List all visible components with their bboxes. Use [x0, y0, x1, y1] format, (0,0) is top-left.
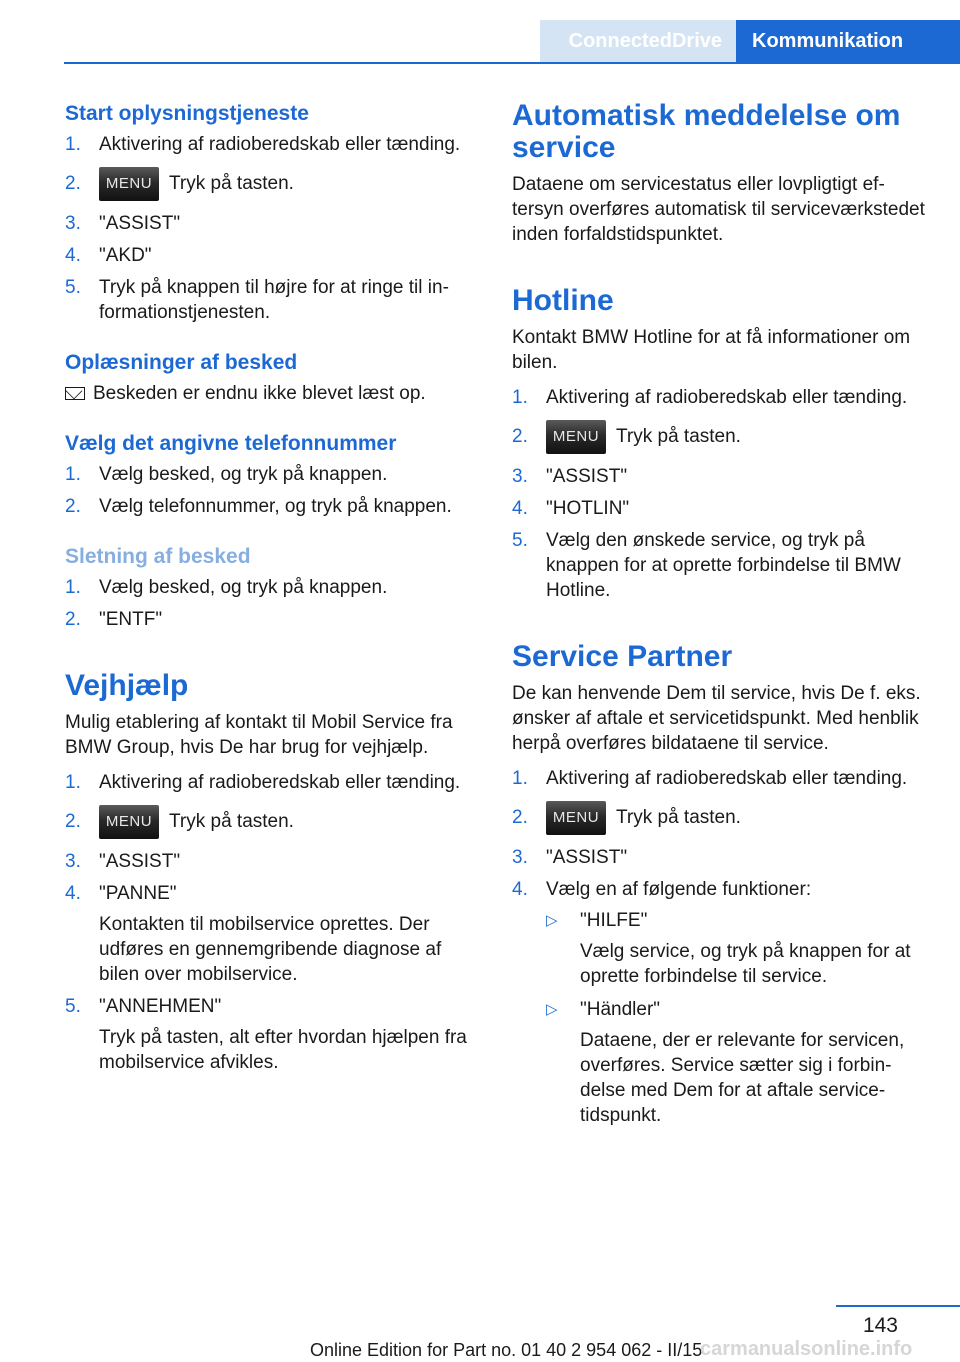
menu-button-icon: MENU [99, 805, 159, 839]
list-item: 1. Aktivering af radioberedskab eller tænding. [512, 768, 908, 789]
list-item: 4. "PANNE" Kontakten til mobilservice oprettes. Der udføres en gennemgribende diagnose af bilen over mobilservice. [65, 883, 442, 985]
roadside-heading: Vejhjælp [65, 669, 189, 702]
list-item: 3. "ASSIST" [512, 466, 628, 487]
list-item: 5. Vælg den ønskede service, og tryk på knappen for at oprette forbindelse til BMW Hotline. [512, 530, 901, 601]
list-item: 1. Vælg besked, og tryk på knappen. [65, 464, 388, 485]
hotline-steps [512, 385, 930, 603]
roadside-steps [65, 770, 477, 1075]
footer-divider [836, 1305, 960, 1307]
menu-button-icon: MENU [546, 420, 606, 454]
header-divider [64, 62, 960, 64]
start-info-steps [65, 132, 477, 325]
readout-text: Beskeden er endnu ikke blevet læst op. [65, 381, 477, 406]
hotline-heading: Hotline [512, 284, 614, 317]
list-item: 5. Tryk på knappen til højre for at ringe til informationstjenesten. [65, 277, 449, 323]
header-section-tab[interactable]: ConnectedDrive [540, 20, 736, 62]
list-item: 2. "ENTF" [65, 609, 163, 630]
header-chapter-tab[interactable]: Kommunikation [736, 20, 960, 62]
list-item: 1. Vælg besked, og tryk på knappen. [65, 577, 388, 598]
page-number: 143 [862, 1314, 898, 1337]
select-number-steps [65, 462, 477, 519]
list-item: 4. "AKD" [65, 245, 152, 266]
envelope-icon [65, 387, 85, 400]
auto-service-heading: Automatisk meddelelse om service [512, 99, 901, 164]
start-info-heading: Start oplysningstjeneste [65, 102, 309, 125]
readout-heading: Oplæsninger af besked [65, 351, 298, 374]
list-item: 1. Aktivering af radioberedskab eller tænding. [65, 134, 461, 155]
page-footer [0, 1300, 960, 1362]
list-item: ▷ "HILFE" Vælg service, og tryk på knappen for at oprette forbindelse til service. [546, 910, 911, 987]
watermark-text: carmanualsonline.info [700, 1338, 913, 1360]
roadside-text: Mulig etablering af kontakt til Mobil Service fra BMW Group, hvis De har brug for vejhjælp. [65, 712, 453, 758]
delete-message-steps [65, 575, 477, 632]
page-header [0, 0, 960, 64]
triangle-bullet-icon: ▷ [546, 1001, 558, 1018]
menu-button-icon: MENU [546, 801, 606, 835]
left-column [65, 100, 477, 1085]
delete-message-heading: Sletning af besked [65, 545, 251, 568]
list-item: 3. "ASSIST" [65, 213, 181, 234]
list-item: 3. "ASSIST" [65, 851, 181, 872]
list-item: 5. "ANNEHMEN" Tryk på tasten, alt efter hvordan hjælpen fra mobilservice afvikles. [65, 996, 467, 1073]
list-item: 4. Vælg en af følgende funktioner: ▷ "HILFE" Vælg service, og tryk på knappen for at oprette forbindelse til service. ▷ "Händler" Dataene, der er relevante for servicen, overføres. Service sætter sig i forbindelse med Dem for at aftale servicetidspunkt. [512, 877, 930, 1128]
service-partner-text: De kan henvende Dem til service, hvis De f. eks. ønsker af aftale et servicetidspunkt. Med henblik herpå overføres bildataene til service. [512, 683, 921, 754]
edition-text: Online Edition for Part no. 01 40 2 954 062 - II/15 [310, 1340, 703, 1360]
list-item: 2. MENU Tryk på tasten. [65, 802, 477, 842]
auto-service-text: Dataene om servicestatus eller lovpligtigt eftersyn overføres automatisk til serviceværkstedet inden forfaldstidspunktet. [512, 174, 925, 245]
list-item: ▷ "Händler" Dataene, der er relevante for servicen, overføres. Service sætter sig i forbindelse med Dem for at aftale servicetidspunkt. [546, 999, 905, 1126]
right-column [512, 100, 930, 1138]
list-item: 1. Aktivering af radioberedskab eller tænding. [65, 772, 461, 793]
list-item: 4. "HOTLIN" [512, 498, 630, 519]
list-item: 2. MENU Tryk på tasten. [512, 798, 930, 838]
list-item: 1. Aktivering af radioberedskab eller tænding. [512, 387, 908, 408]
list-item: 2. MENU Tryk på tasten. [512, 417, 930, 457]
list-item: 3. "ASSIST" [512, 847, 628, 868]
menu-button-icon: MENU [99, 167, 159, 201]
service-partner-heading: Service Partner [512, 640, 733, 673]
function-options [546, 908, 930, 1128]
hotline-text: Kontakt BMW Hotline for at få informationer om bilen. [512, 327, 911, 373]
select-number-heading: Vælg det angivne telefonnummer [65, 432, 397, 455]
list-item: 2. MENU Tryk på tasten. [65, 164, 477, 204]
service-partner-steps [512, 766, 930, 1128]
triangle-bullet-icon: ▷ [546, 912, 558, 929]
list-item: 2. Vælg telefonnummer, og tryk på knappen. [65, 496, 452, 517]
